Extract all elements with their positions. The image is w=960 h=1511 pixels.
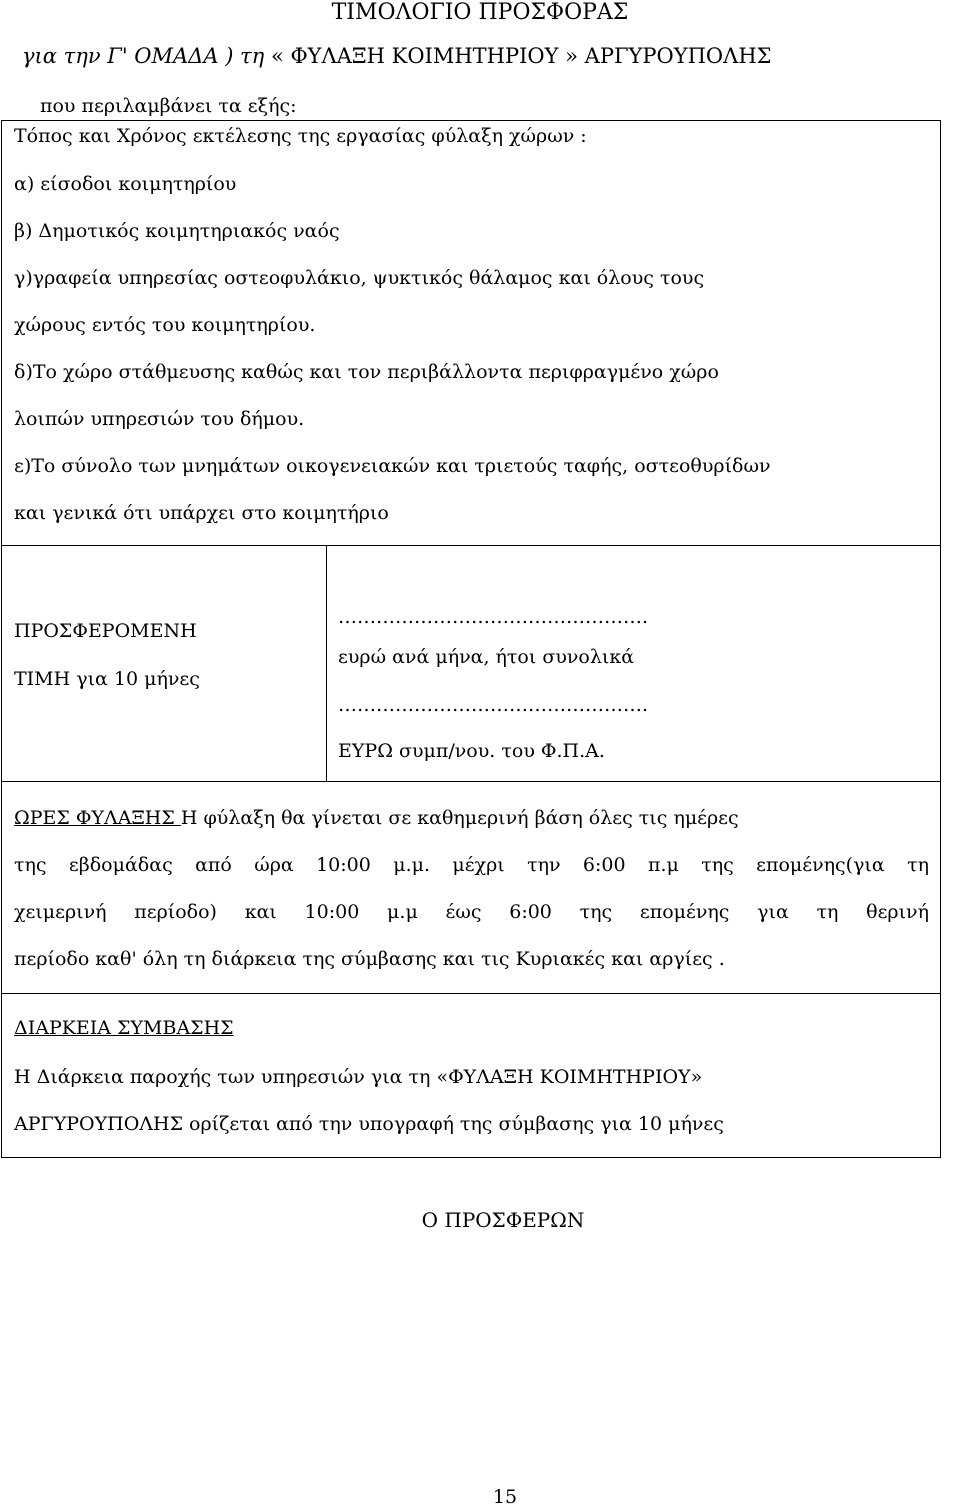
hours-line4: περίοδο καθ' όλη τη διάρκεια της σύμβασης και τις Κυριακές και αργίες . <box>14 948 725 970</box>
scope-line: β) Δημοτικός κοιμητηριακός ναός <box>14 220 340 242</box>
hours-line2: της εβδομάδας από ώρα 10:00 μ.μ. μέχρι την 6:00 π.μ της επομένης(για τη <box>14 854 929 876</box>
price-section <box>1 545 941 782</box>
document-title: ΤΙΜΟΛΟΓΙΟ ΠΡΟΣΦΟΡΑΣ <box>331 0 629 25</box>
duration-heading: ΔΙΑΡΚΕΙΑ ΣΥΜΒΑΣΗΣ <box>14 1017 234 1039</box>
scope-line: γ)γραφεία υπηρεσίας οστεοφυλάκιο, ψυκτικός θάλαμος και όλους τους <box>14 267 705 289</box>
scope-line: χώρους εντός του κοιμητηρίου. <box>14 314 316 336</box>
scope-line: α) είσοδοι κοιμητηρίου <box>14 173 237 195</box>
document-subtitle <box>22 44 771 68</box>
hours-line1 <box>14 807 739 829</box>
scope-line: και γενικά ότι υπάρχει στο κοιμητήριο <box>14 502 389 524</box>
signer-label: Ο ΠΡΟΣΦΕΡΩΝ <box>421 1208 585 1232</box>
duration-section <box>1 993 941 1158</box>
scope-section <box>1 120 941 546</box>
intro-text: που περιλαμβάνει τα εξής: <box>40 95 297 117</box>
scope-line: λοιπών υπηρεσιών του δήμου. <box>14 408 305 430</box>
price-per-month: ευρώ ανά μήνα, ήτοι συνολικά <box>338 646 635 668</box>
price-dots-total: …………………………………………. <box>338 694 649 716</box>
price-dots-monthly: …………………………………………. <box>338 606 649 628</box>
scope-line: δ)Το χώρο στάθμευσης καθώς και τον περιβάλλοντα περιφραγμένο χώρο <box>14 361 719 383</box>
hours-text: Η φύλαξη θα γίνεται σε καθημερινή βάση όλες τις ημέρες <box>180 807 739 829</box>
hours-line3: χειμερινή περίοδο) και 10:00 μ.μ έως 6:00 της επομένης για τη θερινή <box>14 901 929 923</box>
scope-line: ε)Το σύνολο των μνημάτων οικογενειακών και τριετούς ταφής, οστεοθυρίδων <box>14 455 771 477</box>
hours-section <box>1 782 941 994</box>
price-column-divider <box>326 546 327 781</box>
price-total-suffix: ΕΥΡΩ συμπ/νου. του Φ.Π.Α. <box>338 740 605 762</box>
scope-heading: Τόπος και Χρόνος εκτέλεσης της εργασίας φύλαξη χώρων : <box>14 125 587 147</box>
duration-line2: ΑΡΓΥΡΟΥΠΟΛΗΣ ορίζεται από την υπογραφή της σύμβασης για 10 μήνες <box>14 1113 724 1135</box>
price-label-line2: ΤΙΜΗ για 10 μήνες <box>14 668 200 690</box>
price-label-line1: ΠΡΟΣΦΕΡΟΜΕΝΗ <box>14 620 197 642</box>
subtitle-main: « ΦΥΛΑΞΗ ΚΟΙΜΗΤΗΡΙΟΥ » ΑΡΓΥΡΟΥΠΟΛΗΣ <box>264 44 772 68</box>
duration-line1: Η Διάρκεια παροχής των υπηρεσιών για τη «ΦΥΛΑΞΗ ΚΟΙΜΗΤΗΡΙΟΥ» <box>14 1066 703 1088</box>
page-number: 15 <box>492 1486 518 1508</box>
subtitle-prefix: για την Γ' ΟΜΑΔΑ ) τη <box>22 44 265 68</box>
hours-heading: ΩΡΕΣ ΦΥΛΑΞΗΣ <box>14 807 181 829</box>
